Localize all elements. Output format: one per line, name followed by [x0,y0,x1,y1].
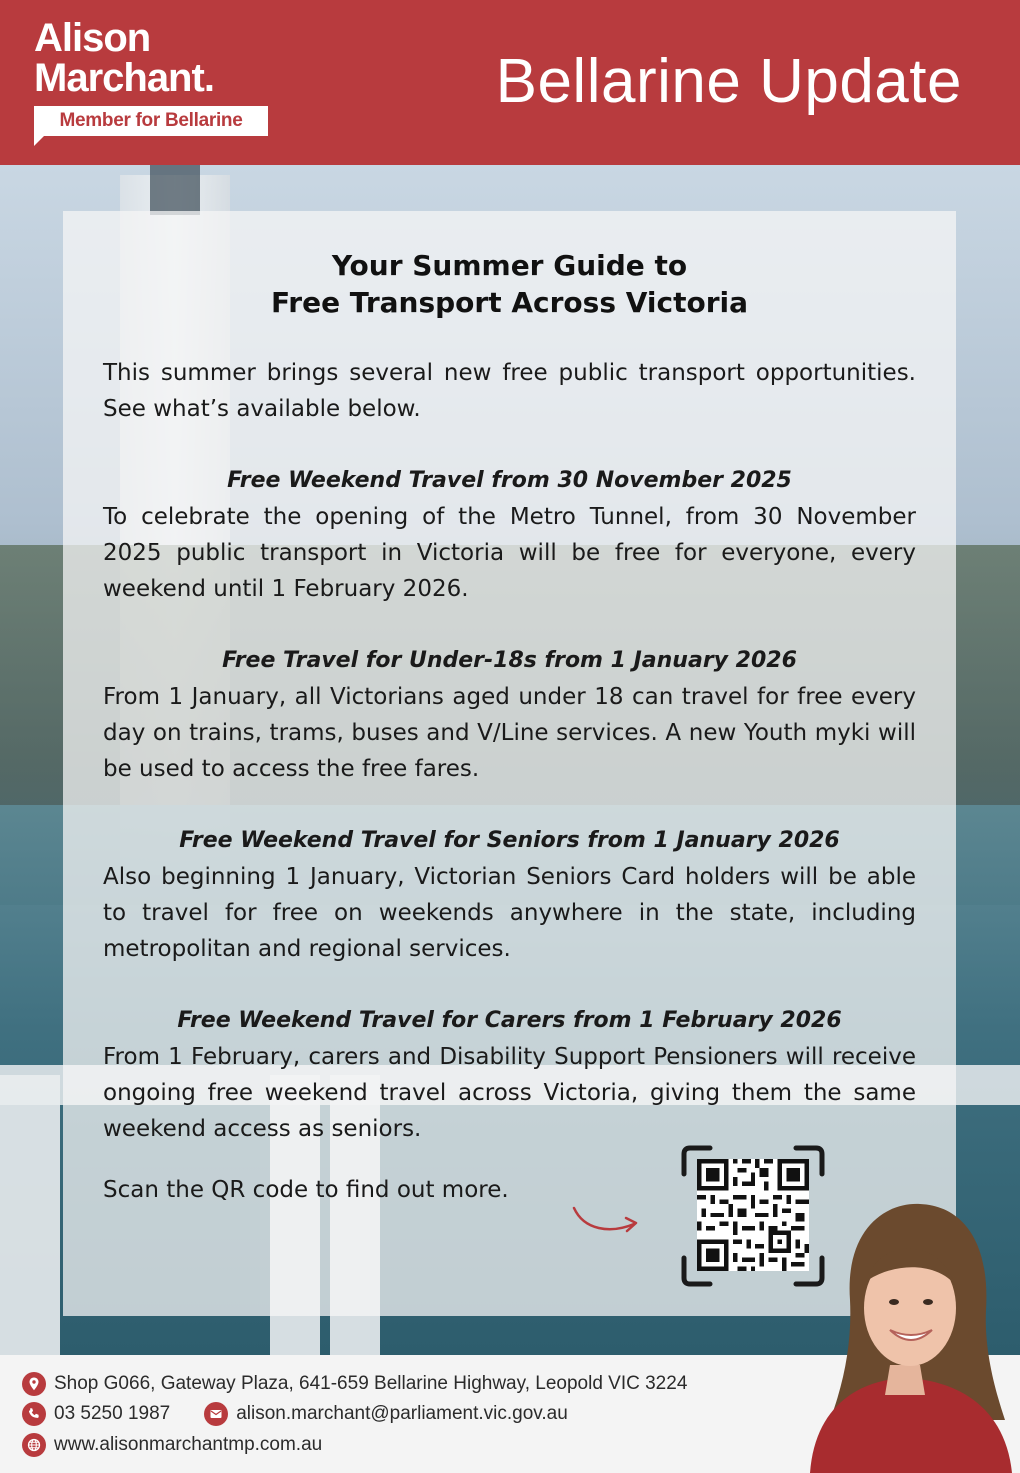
section-title: Free Weekend Travel from 30 November 2025 [227,468,792,493]
logo-tagline: Member for Bellarine [34,106,268,136]
header-banner [0,0,1020,165]
logo-wordmark [34,18,214,98]
section-seniors [103,823,916,967]
section-title: Free Weekend Travel for Carers from 1 February 2026 [177,1008,842,1033]
guide-title-line-1: Your Summer Guide to [331,249,688,282]
phone-icon [22,1402,46,1426]
guide-title-line-2: Free Transport Across Victoria [270,286,749,319]
member-portrait [790,1190,1020,1473]
website-link[interactable]: www.alisonmarchantmp.com.au [54,1434,323,1455]
section-body: To celebrate the opening of the Metro Tunnel, from 30 November 2025 public transport in Victoria will be free for everyone, every weekend until 1 February 2026. [103,504,916,602]
section-carers [103,1003,916,1147]
footer-phone-email-row [22,1402,568,1426]
section-body: Also beginning 1 January, Victorian Seniors Card holders will be able to travel for free on weekends anywhere in the state, including metropolitan and regional services. [103,864,916,962]
email-link[interactable]: alison.marchant@parliament.vic.gov.au [236,1403,568,1424]
curved-arrow-icon [570,1202,642,1238]
address-text: Shop G066, Gateway Plaza, 641-659 Bellarine Highway, Leopold VIC 3224 [54,1373,688,1394]
globe-icon [22,1433,46,1457]
section-body: From 1 January, all Victorians aged under 18 can travel for free every day on trains, trams, buses and V/Line services. A new Youth myki will be used to access the free fares. [103,684,916,782]
lighthouse-top-shape [150,165,200,215]
page-title: Bellarine Update [495,47,962,116]
scan-qr-text: Scan the QR code to find out more. [103,1177,509,1203]
section-body: From 1 February, carers and Disability Support Pensioners will receive ongoing free weekend travel across Victoria, giving them the same weekend access as seniors. [103,1044,916,1142]
section-title: Free Travel for Under-18s from 1 January 2026 [222,648,797,673]
logo-line-2: Marchant. [34,56,214,100]
guide-title [103,247,916,321]
railing-post [0,1075,60,1355]
logo-line-1: Alison [34,16,151,60]
footer-address-row [22,1372,687,1396]
phone-text[interactable]: 03 5250 1987 [54,1403,171,1424]
section-under-18s [103,643,916,787]
envelope-icon [204,1402,228,1426]
section-weekend-travel [103,463,916,607]
intro-paragraph: This summer brings several new free public transport opportunities. See what’s available below. [103,360,916,422]
content-inner [103,247,916,1147]
location-pin-icon [22,1372,46,1396]
section-title: Free Weekend Travel for Seniors from 1 January 2026 [179,828,840,853]
footer-website-row [22,1433,322,1457]
